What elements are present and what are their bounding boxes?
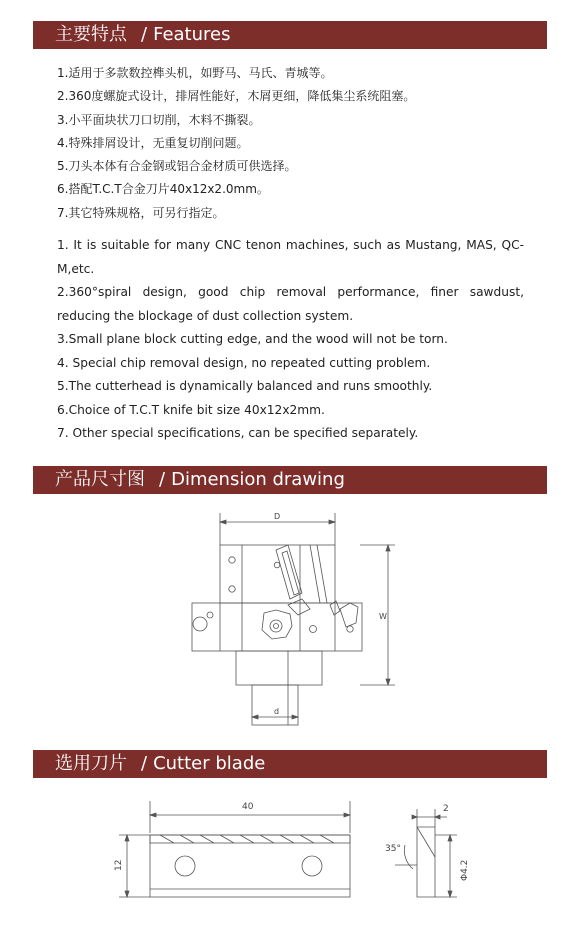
- list-item: 4.特殊排屑设计，无重复切削问题。: [57, 135, 249, 150]
- blade-length-label: 40: [242, 802, 254, 812]
- list-item: 7.其它特殊规格，可另行指定。: [57, 205, 225, 220]
- blade-hole-label: Φ4.2: [460, 859, 470, 881]
- title-separator: /: [141, 753, 148, 774]
- features-title-cn: 主要特点: [55, 24, 127, 45]
- blade-title-cn: 选用刀片: [55, 753, 127, 774]
- list-item: 2.360°spiral design, good chip removal performance, finer sawdust, reducing the blockage of dust collection system.: [57, 285, 524, 323]
- dimension-banner: [33, 466, 547, 494]
- dimension-title-cn: 产品尺寸图: [55, 469, 145, 490]
- list-item: 3.Small plane block cutting edge, and the wood will not be torn.: [57, 332, 448, 346]
- dimension-D-label: D: [274, 512, 281, 521]
- list-item: 3.小平面块状刀口切削，木料不撕裂。: [57, 112, 261, 127]
- list-item: 5.The cutterhead is dynamically balanced and runs smoothly.: [57, 379, 433, 393]
- list-item: 2.360度螺旋式设计，排屑性能好，木屑更细，降低集尘系统阻塞。: [57, 89, 416, 104]
- list-item: 6.搭配T.C.T合金刀片40x12x2.0mm。: [57, 182, 269, 197]
- cutterhead-dimension-drawing: [180, 505, 400, 730]
- blade-thickness-label: 2: [443, 804, 449, 814]
- blade-height-label: 12: [114, 859, 124, 871]
- title-separator: /: [159, 469, 166, 490]
- list-item: 5.刀头本体有合金钢或铝合金材质可供选择。: [57, 159, 297, 174]
- dimension-d-label: d: [274, 707, 280, 716]
- list-item: 7. Other special specifications, can be specified separately.: [57, 426, 419, 440]
- list-item: 6.Choice of T.C.T knife bit size 40x12x2mm.: [57, 402, 325, 417]
- features-en-list: [57, 234, 524, 446]
- features-banner: [33, 21, 547, 49]
- dimension-title-en: Dimension drawing: [171, 469, 345, 490]
- dimension-W-label: W: [379, 612, 387, 621]
- title-separator: /: [141, 24, 148, 45]
- list-item: 1.适用于多款数控榫头机，如野马、马氏、青城等。: [57, 66, 333, 80]
- list-item: 4. Special chip removal design, no repeated cutting problem.: [57, 355, 431, 370]
- features-title-en: Features: [153, 24, 231, 45]
- blade-title-en: Cutter blade: [153, 753, 266, 774]
- blade-angle-label: 35°: [385, 844, 401, 854]
- cutter-blade-drawing: [105, 795, 475, 905]
- features-cn-list: [57, 62, 527, 225]
- list-item: 1. It is suitable for many CNC tenon machines, such as Mustang, MAS, QC-M,etc.: [57, 238, 524, 276]
- blade-banner: [33, 750, 547, 778]
